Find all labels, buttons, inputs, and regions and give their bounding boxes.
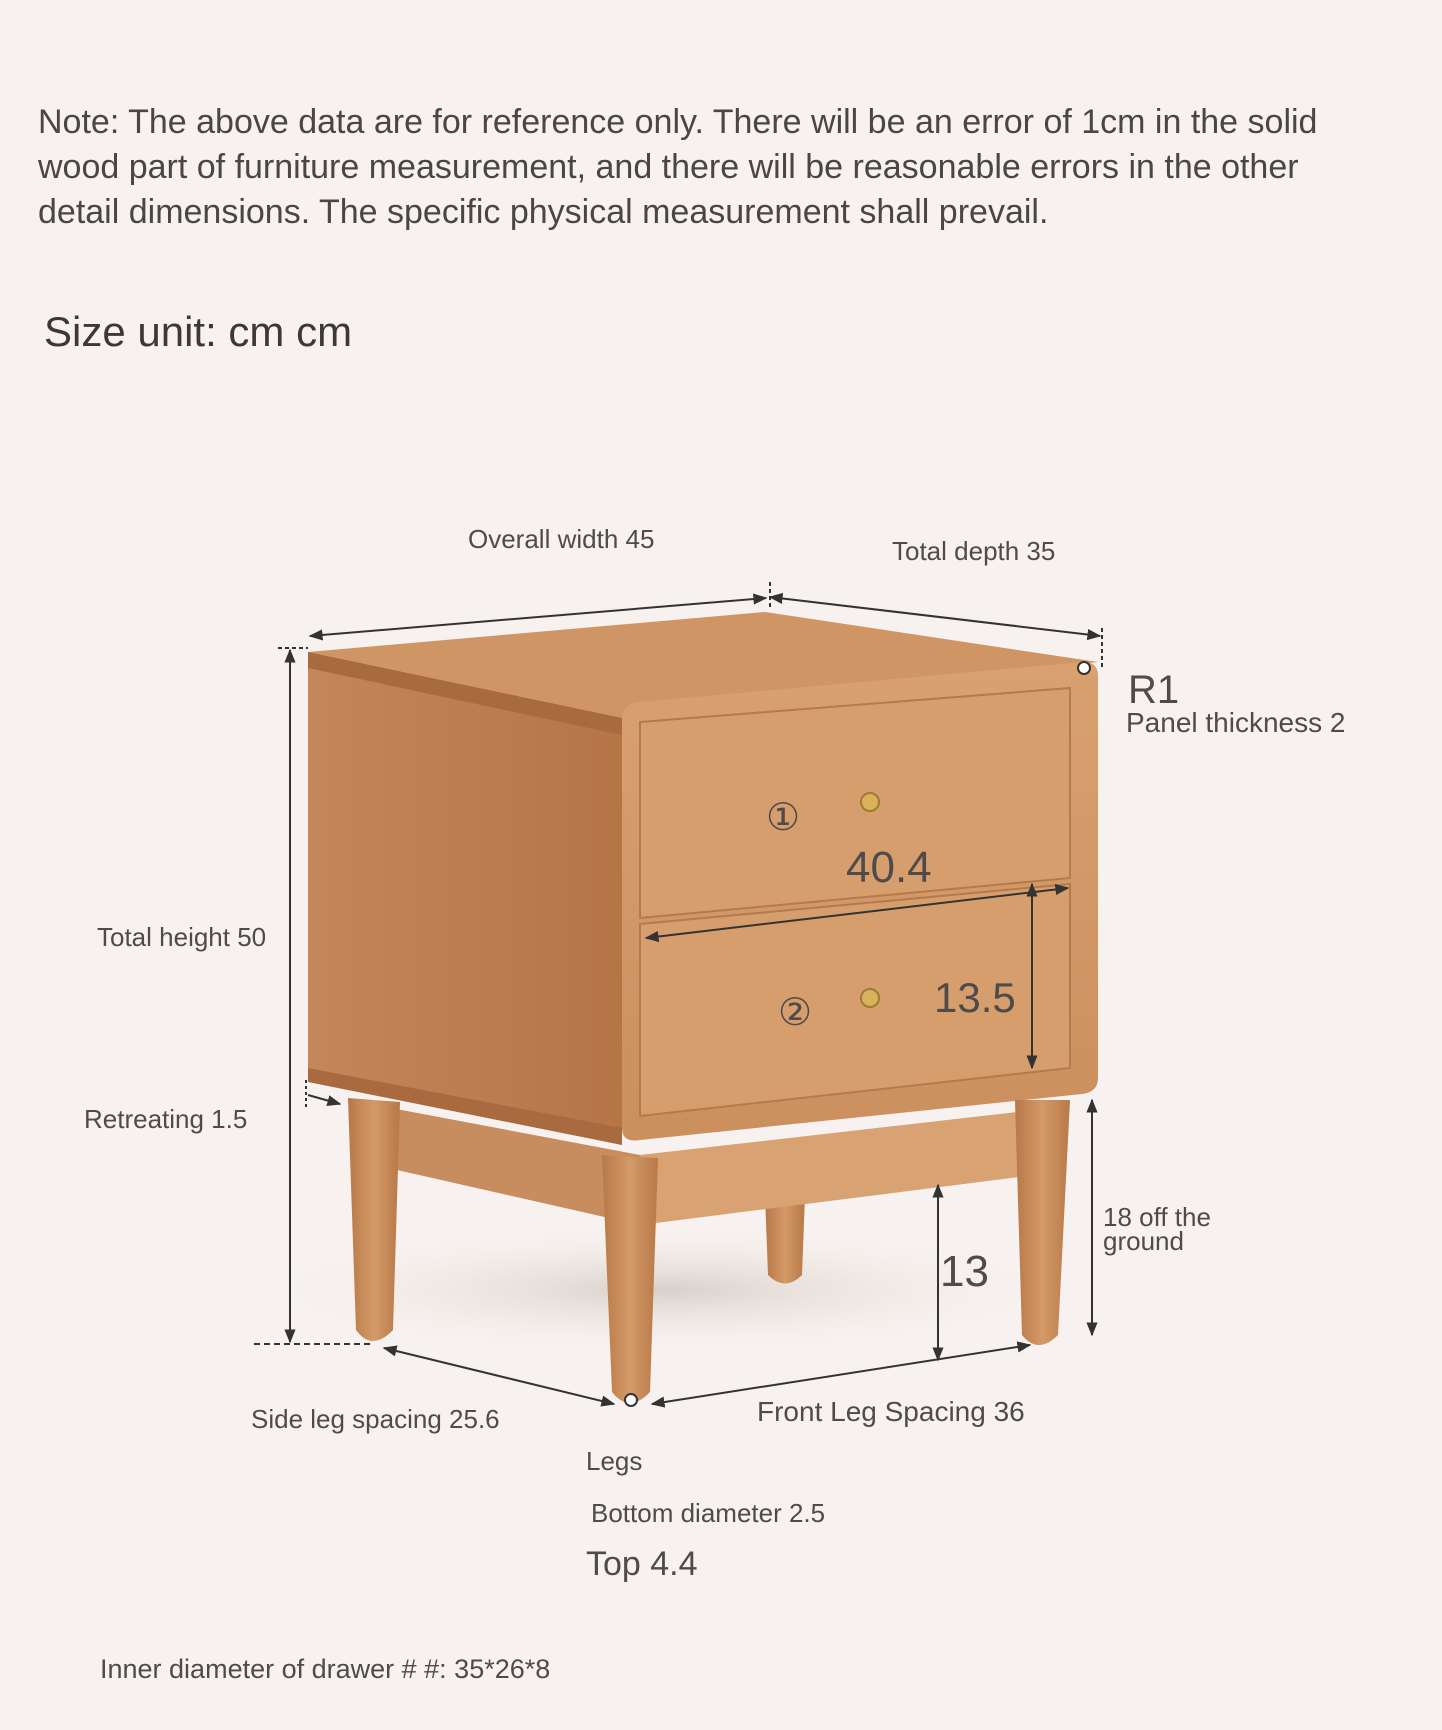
leg-bottom-marker xyxy=(625,1394,637,1406)
drawer-2-knob xyxy=(861,989,879,1007)
front-leg-spacing-label: Front Leg Spacing 36 xyxy=(757,1396,1025,1427)
retreating-label: Retreating 1.5 xyxy=(84,1104,248,1134)
side-leg-spacing-label: Side leg spacing 25.6 xyxy=(251,1404,500,1434)
cabinet-side xyxy=(308,652,622,1145)
left-rear-leg xyxy=(348,1098,400,1341)
legs-label: Legs xyxy=(586,1446,643,1476)
total-depth-label: Total depth 35 xyxy=(892,536,1056,566)
drawer-width-label: 40.4 xyxy=(846,843,932,892)
bottom-diameter-label: Bottom diameter 2.5 xyxy=(591,1498,826,1528)
overall-width-label: Overall width 45 xyxy=(468,524,655,554)
reference-note: Note: The above data are for reference only. There will be an error of 1cm in the solid wood part of furniture measurement, and there will be reasonable errors in the other detail dimensions. The specific physical measurement shall prevail. xyxy=(38,103,1318,231)
off-ground-label-line2: ground xyxy=(1103,1226,1184,1256)
radius-marker xyxy=(1078,662,1090,674)
drawer-2-number: ② xyxy=(778,992,813,1034)
top-diameter-label: Top 4.4 xyxy=(586,1545,698,1583)
size-unit: Size unit: cm cm xyxy=(44,308,353,355)
drawer-1-number: ① xyxy=(766,797,801,839)
leg-height-label: 13 xyxy=(940,1247,989,1296)
drawer-1-knob xyxy=(861,793,879,811)
radius-label: R1 xyxy=(1128,668,1180,712)
panel-thickness-label: Panel thickness 2 xyxy=(1126,707,1346,738)
total-height-label: Total height 50 xyxy=(97,922,267,952)
front-left-leg xyxy=(602,1155,658,1403)
drawer-inner-dimensions: Inner diameter of drawer # #: 35*26*8 xyxy=(100,1654,551,1684)
off-ground-label-line1: 18 off the xyxy=(1103,1202,1211,1232)
drawer-height-label: 13.5 xyxy=(934,974,1016,1021)
